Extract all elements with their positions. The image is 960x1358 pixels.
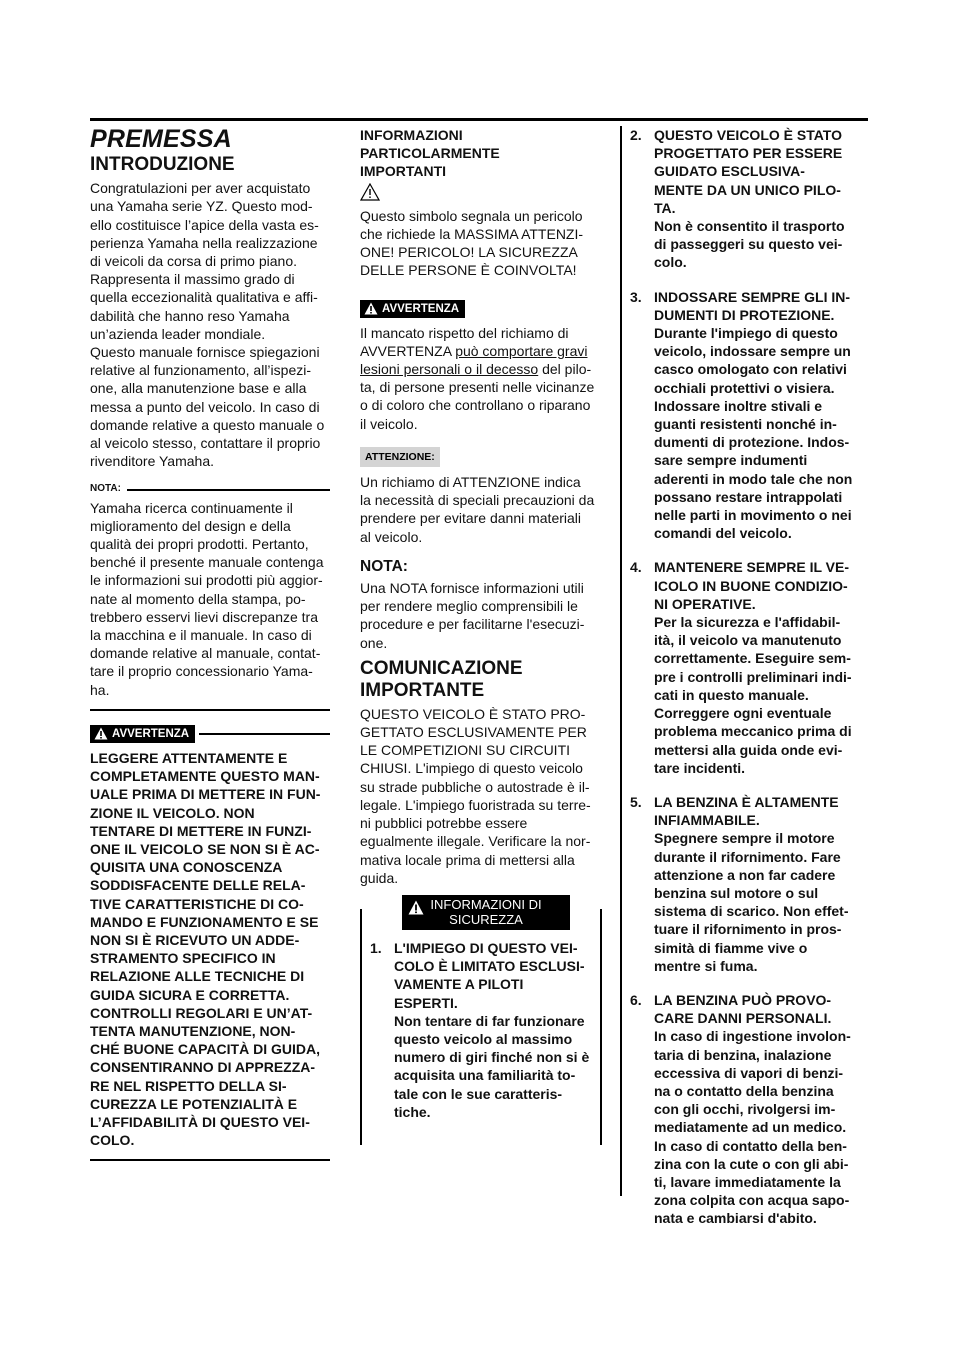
text-line: colo. <box>654 254 687 271</box>
text-line: TA. <box>654 199 676 216</box>
text-line: guida. <box>360 869 399 886</box>
warning-header <box>90 725 330 743</box>
text-line: ONE! PERICOLO! LA SICUREZZA <box>360 244 578 261</box>
text-line: QUISITA UNA CONOSCENZA <box>90 859 283 876</box>
text-line: ZIONE IL VEICOLO. NON <box>90 804 255 821</box>
list-item-number: 3. <box>630 288 642 305</box>
text-line: al veicolo stesso, contattare il proprio <box>90 435 321 452</box>
text-line: tiche. <box>394 1103 431 1120</box>
text-line: TENTARE DI METTERE IN FUNZI- <box>90 822 312 839</box>
list-item-number: 5. <box>630 793 642 810</box>
text-line: aderenti in modo tale che non <box>654 470 853 487</box>
middle-warning-header <box>360 300 602 318</box>
text-line: Non è consentito il trasporto <box>654 218 845 235</box>
text-line: di veicoli da corsa di primo piano. <box>90 253 297 270</box>
text-line: con gli occhi, rivolgersi im- <box>654 1101 836 1118</box>
text-line: L’AFFIDABILITÀ DI QUESTO VEI- <box>90 1113 310 1130</box>
safety-info-title <box>402 895 570 930</box>
nota-rule <box>127 489 330 491</box>
nota-label-text: NOTA: <box>90 483 121 495</box>
text-line: simità di fiamme vive o <box>654 939 808 956</box>
text-line: dabilità che hanno reso Yamaha <box>90 307 290 324</box>
text-line: nelle parti in movimento o nei <box>654 507 852 524</box>
text-line: domande relative al manuale, contat- <box>90 645 321 662</box>
caution-badge: ATTENZIONE: <box>360 447 440 467</box>
text-line: sare sempre indumenti <box>654 452 808 469</box>
divider <box>90 709 330 711</box>
safety-info-box <box>360 896 602 1145</box>
text-line: prendere per evitare danni materiali <box>360 510 582 527</box>
text-line: MANDO E FUNZIONAMENTO E SE <box>90 913 319 930</box>
text-line: SODDISFACENTE DELLE RELA- <box>90 877 306 894</box>
text-line: correttamente. Eseguire sem- <box>654 650 851 667</box>
middle-warning-paragraph <box>360 324 602 433</box>
symbol-paragraph <box>360 207 602 280</box>
text-line: veicolo, indossare sempre un <box>654 343 851 360</box>
text-line: qualità dei propri prodotti. Pertanto, <box>90 536 309 553</box>
text-line: sistema di scarico. Non effet- <box>654 903 849 920</box>
text-line: one, alla manutenzione base e alla <box>90 380 307 397</box>
text-line: Yamaha ricerca continuamente il <box>90 499 293 516</box>
communication-paragraph <box>360 705 602 887</box>
warning-triangle-icon <box>408 900 424 915</box>
intro-heading: INTRODUZIONE <box>90 154 235 176</box>
text-line: benzina sul motore o sul <box>654 884 819 901</box>
text-line: per rendere meglio comprensibili le <box>360 598 578 615</box>
warning-triangle-icon <box>94 727 108 740</box>
text-line: Congratulazioni per aver acquistato <box>90 180 311 197</box>
text-line: pre i controlli preliminari indi- <box>654 668 852 685</box>
text-line: Durante l'impiego di questo <box>654 325 838 342</box>
text-line: egualmente illegale. Verificare la nor- <box>360 833 591 850</box>
right-column <box>620 126 860 1227</box>
text-line: na o contatto della benzina <box>654 1082 834 1099</box>
text-line: perienza Yamaha nella realizzazione <box>90 234 318 251</box>
text-line: COLO. <box>90 1132 135 1149</box>
text-line: NI OPERATIVE. <box>654 595 756 612</box>
alert-outline-icon <box>360 183 380 201</box>
text-line: dumenti di protezione. Indos- <box>654 434 850 451</box>
text-line: Questo simbolo segnala un pericolo <box>360 207 583 224</box>
text-line: one. <box>360 634 388 651</box>
caution-paragraph <box>360 473 602 546</box>
list-item-number: 4. <box>630 559 642 576</box>
text-line: la macchina e il manuale. In caso di <box>90 627 312 644</box>
text-line: LE COMPETIZIONI SU CIRCUITI <box>360 742 571 759</box>
text-line: attenzione a non far cadere <box>654 866 836 883</box>
list-item-text <box>654 793 860 975</box>
text-line: che richiede la MASSIMA ATTENZI- <box>360 226 584 243</box>
text-line: ICOLO IN BUONE CONDIZIO- <box>654 577 848 594</box>
text-line: IMPORTANTI <box>360 163 447 180</box>
text-line: guanti resistenti nonché in- <box>654 416 837 433</box>
text-line: trebbero esservi lievi discrepanze tra <box>90 608 318 625</box>
communication-heading <box>360 658 602 702</box>
text-line: CONSENTIRANNO DI APPREZZA- <box>90 1059 316 1076</box>
text-line: TIVE CARATTERISTICHE DI CO- <box>90 895 304 912</box>
text-line: DELLE PERSONE È COINVOLTA! <box>360 262 577 279</box>
text-line: ha. <box>90 681 110 698</box>
text-line: una Yamaha serie YZ. Questo mod- <box>90 198 313 215</box>
middle-warning-badge <box>360 300 465 318</box>
text-line: possano restare intrappolati <box>654 488 843 505</box>
text-line: Spegnere sempre il motore <box>654 830 835 847</box>
text-line: DUMENTI DI PROTEZIONE. <box>654 306 835 323</box>
text-line: zona colpita con acqua sapo- <box>654 1192 850 1209</box>
text-line: COMPLETAMENTE QUESTO MAN- <box>90 768 320 785</box>
warning-label: AVVERTENZA <box>112 727 190 740</box>
warning-triangle-icon <box>364 302 378 315</box>
text-line: In caso di ingestione involon- <box>654 1028 851 1045</box>
list-item-number: 2. <box>630 127 642 143</box>
warning-badge <box>90 725 195 743</box>
text-line: problema meccanico prima di <box>654 723 852 740</box>
warning-line: o di coloro che controllano o riparano <box>360 397 591 414</box>
intro-paragraph <box>90 179 330 470</box>
text-line: nata e cambiarsi d'abito. <box>654 1210 817 1227</box>
text-line: QUESTO VEICOLO È STATO PRO- <box>360 705 586 722</box>
nota-paragraph <box>90 499 330 699</box>
text-line: procedure e per facilitarne l'esecuzi- <box>360 616 585 633</box>
text-line: GUIDATO ESCLUSIVA- <box>654 163 805 180</box>
text-line: tuare il rifornimento in pros- <box>654 921 842 938</box>
text-line: NON SI È RICEVUTO UN ADDE- <box>90 931 300 948</box>
text-line: CUREZZA LE POTENZIALITÀ E <box>90 1095 298 1112</box>
text-line: Per la sicurezza e l'affidabil- <box>654 614 841 631</box>
divider-bottom <box>90 1159 330 1161</box>
text-line: LA BENZINA È ALTAMENTE <box>654 793 839 810</box>
nota-label <box>90 480 330 498</box>
communication-heading-line: COMUNICAZIONE <box>360 657 523 679</box>
warning-paragraph <box>90 749 330 1149</box>
text-line: benché il presente manuale contenga <box>90 554 324 571</box>
warning-line: ta, di persone presenti nelle vicinanze <box>360 379 595 396</box>
text-line: mativa locale prima di mettersi alla <box>360 851 575 868</box>
text-line: ità, il veicolo va manutenuto <box>654 632 842 649</box>
info-heading <box>360 126 602 181</box>
text-line: RELAZIONE ALLE TECNICHE DI <box>90 968 305 985</box>
warning-line: Il mancato rispetto del richiamo di <box>360 324 569 341</box>
list-item-text <box>654 126 860 272</box>
middle-column <box>360 126 602 1145</box>
text-line: PARTICOLARMENTE <box>360 145 500 162</box>
text-line: numero di giri finché non si è <box>394 1049 590 1066</box>
text-line: casco omologato con relativi <box>654 361 847 378</box>
text-line: LEGGERE ATTENTAMENTE E <box>90 749 288 766</box>
safety-list <box>370 939 592 1121</box>
text-line: mettersi alla guida onde evi- <box>654 741 843 758</box>
warning-underlined-span: lesioni personali o il decesso <box>360 361 539 378</box>
warning-text-span: AVVERTENZA <box>360 342 456 359</box>
text-line: Rappresenta il massimo grado di <box>90 271 295 288</box>
list-item <box>630 793 860 975</box>
text-line: CHÉ BUONE CAPACITÀ DI GUIDA, <box>90 1041 320 1058</box>
warning-line <box>360 360 602 378</box>
text-line: zina con la cute o con gli abi- <box>654 1155 849 1172</box>
text-line: nate al momento della stampa, po- <box>90 590 306 607</box>
communication-heading-line: IMPORTANTE <box>360 679 485 701</box>
list-item-text <box>654 558 860 776</box>
text-line: taria di benzina, inalazione <box>654 1046 832 1063</box>
text-line: legale. L'impiego fuoristrada su terre- <box>360 796 591 813</box>
text-line: la necessità di speciali precauzioni da <box>360 492 595 509</box>
list-item-number: 1. <box>370 939 382 956</box>
safety-info-title-line: SICUREZZA <box>449 911 523 927</box>
text-line: le informazioni sui prodotti più aggior- <box>90 572 323 589</box>
text-line: ello costituisce l’apice della vasta es- <box>90 216 319 233</box>
text-line: Correggere ogni eventuale <box>654 705 832 722</box>
text-line: Indossare inoltre stivali e <box>654 397 823 414</box>
text-line: occhiali protettivi o visiera. <box>654 379 835 396</box>
text-line: CARE DANNI PERSONALI. <box>654 1010 832 1027</box>
text-line: MENTE DA UN UNICO PILO- <box>654 181 841 198</box>
text-line: INFIAMMABILE. <box>654 812 760 829</box>
text-line: messa a punto del veicolo. In caso di <box>90 398 320 415</box>
list-item <box>370 939 592 1121</box>
text-line: ONE IL VEICOLO SE NON SI È AC- <box>90 840 320 857</box>
text-line: MANTENERE SEMPRE IL VE- <box>654 559 849 576</box>
warning-text-span: del pilo- <box>538 361 592 378</box>
text-line: LA BENZINA PUÒ PROVO- <box>654 991 832 1008</box>
middle-warning-label: AVVERTENZA <box>382 302 460 315</box>
text-line: QUESTO VEICOLO È STATO <box>654 127 842 143</box>
text-line: In caso di contatto della ben- <box>654 1137 847 1154</box>
warning-underlined-span: può comportare gravi <box>455 342 588 359</box>
text-line: miglioramento del design e della <box>90 517 291 534</box>
text-line: INDOSSARE SEMPRE GLI IN- <box>654 288 851 305</box>
warning-line: il veicolo. <box>360 415 418 432</box>
text-line: tare incidenti. <box>654 759 746 776</box>
text-line: un’azienda leader mondiale. <box>90 325 266 342</box>
alert-symbol <box>360 183 602 205</box>
safety-info-title-line: INFORMAZIONI DI <box>430 896 542 912</box>
safety-list-continued <box>630 126 860 1228</box>
text-line: Una NOTA fornisce informazioni utili <box>360 580 584 597</box>
text-line: su strade pubbliche o autostrade è il- <box>360 778 590 795</box>
text-line: comandi del veicolo. <box>654 525 792 542</box>
text-line: mediatamente ad un medico. <box>654 1119 847 1136</box>
text-line: COLO È LIMITATO ESCLUSI- <box>394 958 585 975</box>
left-column <box>90 126 330 1171</box>
text-line: L'IMPIEGO DI QUESTO VEI- <box>394 939 578 956</box>
nota-heading: NOTA: <box>360 557 408 575</box>
list-item-text <box>394 939 592 1121</box>
text-line: di passeggeri su questo vei- <box>654 236 843 253</box>
text-line: durante il rifornimento. Fare <box>654 848 841 865</box>
text-line: GUIDA SICURA E CORRETTA. <box>90 986 290 1003</box>
text-line: ni pubblici potrebbe essere <box>360 815 528 832</box>
text-line: tare il proprio concessionario Yama- <box>90 663 313 680</box>
text-line: VAMENTE A PILOTI <box>394 976 524 993</box>
page-title: PREMESSA <box>90 125 232 153</box>
text-line: CHIUSI. L'impiego di questo veicolo <box>360 760 583 777</box>
list-item <box>630 991 860 1228</box>
text-line: ESPERTI. <box>394 994 458 1011</box>
text-line: domande relative a questo manuale o <box>90 416 325 433</box>
text-line: Questo manuale fornisce spiegazioni <box>90 344 320 361</box>
warning-line <box>360 342 602 360</box>
text-line: acquisita una familiarità to- <box>394 1067 576 1084</box>
top-rule <box>90 118 868 121</box>
list-item-text <box>654 288 860 543</box>
text-line: relative al funzionamento, all’ispezi- <box>90 362 311 379</box>
text-line: quella eccezionalità qualitativa e affi- <box>90 289 318 306</box>
text-line: CONTROLLI REGOLARI E UN’AT- <box>90 1004 313 1021</box>
text-line: Non tentare di far funzionare <box>394 1012 585 1029</box>
list-item <box>630 288 860 543</box>
text-line: cati in questo manuale. <box>654 686 809 703</box>
text-line: Un richiamo di ATTENZIONE indica <box>360 474 581 491</box>
text-line: RE NEL RISPETTO DELLA SI- <box>90 1077 287 1094</box>
list-item-number: 6. <box>630 991 642 1008</box>
text-line: STRAMENTO SPECIFICO IN <box>90 950 276 967</box>
text-line: eccessiva di vapori di benzi- <box>654 1064 844 1081</box>
warning-rule <box>199 733 330 735</box>
list-item <box>630 126 860 272</box>
text-line: TENTA MANUTENZIONE, NON- <box>90 1022 296 1039</box>
text-line: tale con le sue caratteris- <box>394 1085 563 1102</box>
list-item-text <box>654 991 860 1228</box>
text-line: PROGETTATO PER ESSERE <box>654 145 843 162</box>
text-line: INFORMAZIONI <box>360 127 463 143</box>
nota-explanation <box>360 579 602 652</box>
text-line: questo veicolo al massimo <box>394 1030 573 1047</box>
text-line: al veicolo. <box>360 528 423 545</box>
text-line: GETTATO ESCLUSIVAMENTE PER <box>360 724 587 741</box>
text-line: mentre si fuma. <box>654 957 758 974</box>
text-line: UALE PRIMA DI METTERE IN FUN- <box>90 786 321 803</box>
text-line: ti, lavare immediatamente la <box>654 1173 841 1190</box>
list-item <box>630 558 860 776</box>
text-line: rivenditore Yamaha. <box>90 453 214 470</box>
